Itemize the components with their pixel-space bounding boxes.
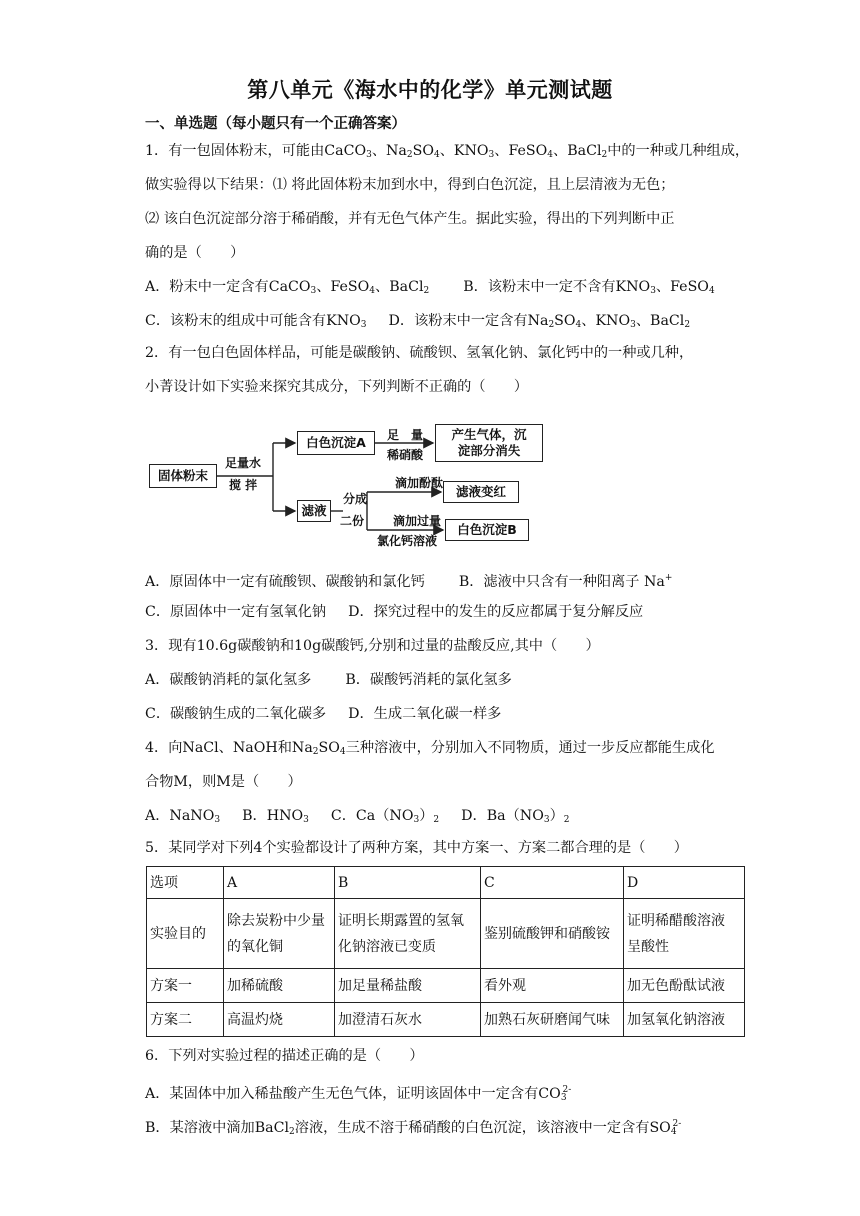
label-acid-amount: 足 量 bbox=[387, 428, 424, 442]
table-cell: 证明稀醋酸溶液 呈酸性 bbox=[624, 899, 745, 969]
table-cell: 看外观 bbox=[481, 969, 624, 1003]
q5-options-table bbox=[146, 866, 745, 1037]
box-solid-powder: 固体粉末 bbox=[149, 464, 217, 488]
q1-options-ab: A．粉末中一定含有CaCO$_3$、FeSO$_4$、BaCl$_2$ B．该粉末中一定不含有$KNO_3$、FeSO$_4$ bbox=[145, 279, 715, 296]
table-cell: 加足量稀盐酸 bbox=[335, 969, 481, 1003]
table-cell: 加澄清石灰水 bbox=[335, 1003, 481, 1037]
q2-line-1: 2．有一包白色固体样品，可能是碳酸钠、硫酸钡、氢氧化钠、氯化钙中的一种或几种， bbox=[145, 345, 694, 361]
table-cell: 加无色酚酞试液 bbox=[624, 969, 745, 1003]
table-cell: C bbox=[481, 867, 624, 899]
table-row bbox=[147, 969, 745, 1003]
q1-line-3: ⑵ 该白色沉淀部分溶于稀硝酸，并有无色气体产生。据此实验，得出的下列判断中正 bbox=[145, 211, 675, 227]
q4-line-2: 合物M，则M是（ ） bbox=[145, 774, 302, 790]
box-filtrate-red: 滤液变红 bbox=[443, 481, 519, 503]
section-heading: 一、单选题（每小题只有一个正确答案） bbox=[145, 116, 406, 132]
table-cell: 证明长期露置的氢氧 化钠溶液已变质 bbox=[335, 899, 481, 969]
q4-options: A．NaNO$_3$ B．$HNO_3$ C．$Ca(NO_3)_2$ D．$Ba(NO_3)_2$ bbox=[145, 808, 570, 825]
table-cell: 鉴别硫酸钾和硝酸铵 bbox=[481, 899, 624, 969]
label-water: 足量水 bbox=[225, 456, 262, 470]
q2-options-ab: A．原固体中一定有硫酸钡、碳酸钠和氯化钙 B．滤液中只含有一种阳离子 Na+ bbox=[145, 573, 673, 590]
label-phenolphthalein: 滴加酚酞 bbox=[395, 476, 444, 490]
q3-options-ab: A．碳酸钠消耗的氯化氢多 B．碳酸钙消耗的氯化氢多 bbox=[145, 672, 512, 688]
table-cell: B bbox=[335, 867, 481, 899]
label-excess: 滴加过量 bbox=[393, 514, 442, 528]
table-cell: 除去炭粉中少量 的氧化铜 bbox=[224, 899, 335, 969]
q1-line-1: 1．有一包固体粉末，可能由CaCO$_3$、$Na_2SO_4$、$KNO_3$、FeSO$_4$、BaCl$_2$中的一种或几种组成， bbox=[145, 143, 750, 160]
table-cell: D bbox=[624, 867, 745, 899]
table-cell: 方案二 bbox=[147, 1003, 224, 1037]
table-cell: 加熟石灰研磨闻气味 bbox=[481, 1003, 624, 1037]
table-cell: 方案一 bbox=[147, 969, 224, 1003]
q6-line-1: 6．下列对实验过程的描述正确的是（ ） bbox=[145, 1048, 424, 1064]
table-cell: 高温灼烧 bbox=[224, 1003, 335, 1037]
table-row bbox=[147, 899, 745, 969]
q2-options-cd: C．原固体中一定有氢氧化钠 D．探究过程中的发生的反应都属于复分解反应 bbox=[145, 604, 644, 620]
q4-line-1: 4．向NaCl、NaOH和$Na_2SO_4$三种溶液中，分别加入不同物质，通过一步反应都能生成化 bbox=[145, 740, 715, 757]
q1-options-cd: C．该粉末的组成中可能含有$KNO_3$ D．该粉末中一定含有$Na_2SO_4$、$KNO_3$、BaCl$_2$ bbox=[145, 313, 691, 330]
q1-line-4: 确的是（ ） bbox=[145, 245, 245, 261]
box-precipitate-a: 白色沉淀A bbox=[297, 431, 375, 455]
q2-line-2: 小菁设计如下实验来探究其成分，下列判断不正确的（ ） bbox=[145, 379, 529, 395]
q5-line-1: 5．某同学对下列4个实验都设计了两种方案，其中方案一、方案二都合理的是（ ） bbox=[145, 840, 688, 856]
table-row bbox=[147, 1003, 745, 1037]
label-nitric-acid: 稀硝酸 bbox=[387, 448, 424, 462]
experiment-flowchart bbox=[145, 410, 555, 560]
page-title: 第八单元《海水中的化学》单元测试题 bbox=[247, 78, 613, 102]
label-split: 分成 bbox=[343, 492, 368, 506]
label-two-parts: 二份 bbox=[340, 514, 365, 528]
q6-option-a: A．某固体中加入稀盐酸产生无色气体，证明该固体中一定含有$CO_3^{2-}$ bbox=[145, 1085, 572, 1103]
q3-options-cd: C．碳酸钠生成的二氧化碳多 D．生成二氧化碳一样多 bbox=[145, 706, 502, 722]
table-cell: 选项 bbox=[147, 867, 224, 899]
box-filtrate: 滤液 bbox=[297, 500, 331, 522]
table-cell: 加稀硫酸 bbox=[224, 969, 335, 1003]
table-cell: 实验目的 bbox=[147, 899, 224, 969]
table-row bbox=[147, 867, 745, 899]
q1-line-2: 做实验得以下结果：⑴ 将此固体粉末加到水中，得到白色沉淀，且上层清液为无色； bbox=[145, 177, 675, 193]
table-cell: 加氢氧化钠溶液 bbox=[624, 1003, 745, 1037]
box-precipitate-b: 白色沉淀B bbox=[445, 519, 529, 541]
box-result-gas: 产生气体，沉 淀部分消失 bbox=[435, 424, 543, 462]
table-cell: A bbox=[224, 867, 335, 899]
label-calcium-chloride: 氯化钙溶液 bbox=[377, 534, 438, 548]
q6-option-b: B．某溶液中滴加BaCl$_2$溶液，生成不溶于稀硝酸的白色沉淀，该溶液中一定含有$SO_4^{2-}$ bbox=[145, 1119, 682, 1137]
label-stir: 搅 拌 bbox=[229, 478, 258, 492]
q3-line-1: 3．现有10.6g碳酸钠和10g碳酸钙,分别和过量的盐酸反应,其中（ ） bbox=[145, 638, 600, 654]
